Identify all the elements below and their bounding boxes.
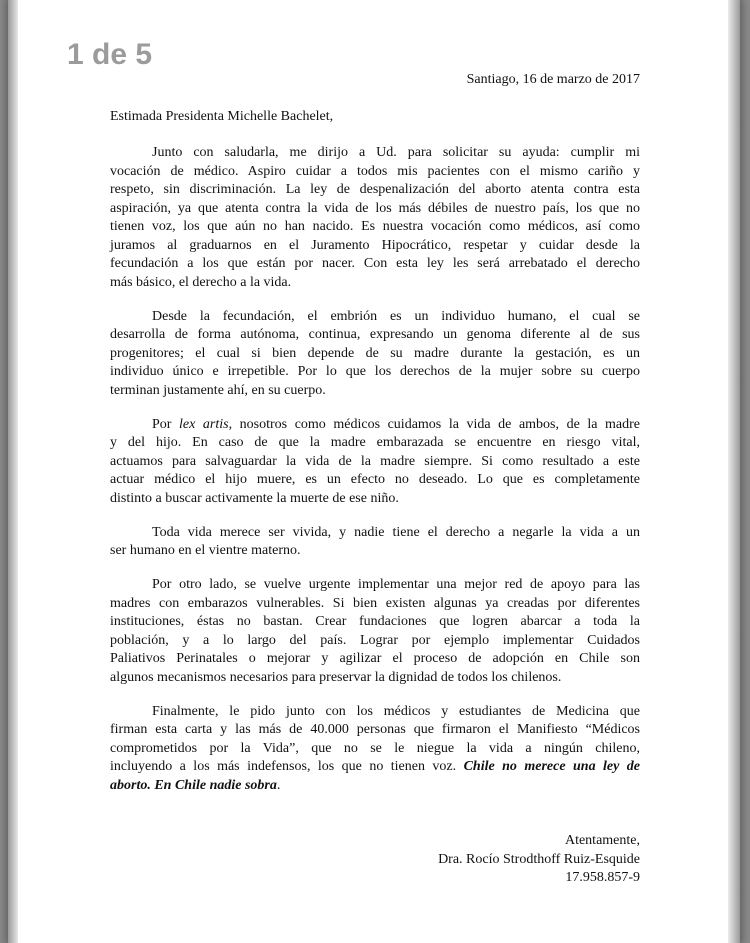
emphasized-text: Chile no merece una ley de [463,759,640,774]
text-line [110,416,640,435]
text-segment: incluyendo a los más indefensos, los que no tienen voz. [110,759,464,774]
text-segment: individuo único e irrepetible. Por lo que los derechos de la mujer sobre su cuerpo [110,364,640,379]
signer-id: 17.958.857-9 [565,870,640,885]
signature-block [438,832,640,888]
text-segment: progenitores; el cual si bien depende de su madre durante la gestación, es un [110,345,640,361]
letter-date: Santiago, 16 de marzo de 2017 [466,72,640,87]
paragraph [110,576,640,687]
text-line [110,163,640,182]
text-line [110,524,640,543]
text-segment: población, y a lo largo del país. Lograr por ejemplo implementar Cuidados [110,632,640,648]
text-segment: Toda vida merece ser vivida, y nadie tiene el derecho a negarle la vida a un [152,524,640,540]
text-line [110,650,640,669]
text-segment: más básico, el derecho a la vida. [110,274,292,290]
paragraph [110,703,640,796]
text-segment: Paliativos Perinatales o mejorar y agilizar el proceso de adopción en Chile son [110,651,640,666]
text-segment: actuamos para salvaguardar la vida de la madre siempre. Si como resultado a este [110,453,640,469]
paragraph [110,524,640,561]
text-line [110,144,640,163]
text-segment: comprometidos por la Vida”, que no se le niegue la vida a ningún chileno, [110,740,640,756]
text-segment: juramos al graduarnos en el Juramento Hipocrático, respetar y cuidar desde la [110,237,640,253]
text-line [110,274,640,293]
text-line [110,595,640,614]
text-segment: aspiración, ya que atenta contra la vida de los más débiles de nuestro país, los que no [110,200,640,216]
text-segment: madres con embarazos vulnerables. Si bien existen algunas ya creadas por diferentes [110,595,640,611]
text-segment: terminan justamente ahí, en su cuerpo. [110,382,326,398]
text-segment: actuar médico el hijo muere, es un efecto no deseado. Lo que es completamente [110,472,640,487]
text-segment: ser humano en el vientre materno. [110,543,301,558]
paragraph [110,144,640,292]
paragraph [110,308,640,401]
text-line [110,740,640,759]
text-segment: tienen voz, los que aún no han nacido. Es nuestra vocación como médicos, así como [110,219,640,234]
text-segment: Por otro lado, se vuelve urgente implementar una mejor red de apoyo para las [152,577,640,592]
text-line [110,308,640,327]
letter-body [110,144,640,811]
text-line [110,613,640,632]
text-line [110,382,640,401]
text-segment: firman esta carta y las más de 40.000 personas que firmaron el Manifiesto “Médicos [110,722,640,737]
text-line [110,345,640,364]
text-segment: Junto con saludarla, me dirijo a Ud. para solicitar su ayuda: cumplir mi [152,145,640,160]
text-line [110,181,640,200]
text-line [110,453,640,472]
text-line [110,434,640,453]
text-line [110,218,640,237]
text-line [110,326,640,345]
text-line [110,200,640,219]
text-segment: , nosotros como médicos cuidamos la vida de ambos, de la madre [228,416,641,432]
page-counter: 1 de 5 [67,38,153,71]
text-segment: desarrolla de forma autónoma, continua, expresando un genoma diferente al de sus [110,327,640,342]
text-line [110,777,640,796]
text-segment: . [276,777,281,793]
text-segment: respeto, sin discriminación. La ley de despenalización del aborto atenta contra esta [110,182,640,197]
text-line [110,542,640,561]
text-segment: fecundación a los que están por nacer. Con esta ley les será arrebatado el derecho [110,256,640,271]
text-segment: vocación de médico. Aspiro cuidar a todos mis pacientes con el mismo cariño y [110,163,640,179]
text-segment: distinto a buscar activamente la muerte de ese niño. [110,490,399,506]
text-line [110,758,640,777]
text-segment: algunos mecanismos necesarios para preservar la dignidad de todos los chilenos. [110,669,562,685]
text-segment: instituciones, éstas no bastan. Crear fundaciones que logren abarcar a toda la [110,614,640,629]
page-edge-right [728,0,740,943]
page-edge-left [8,0,18,943]
text-segment: Desde la fecundación, el embrión es un individuo humano, el cual se [152,308,640,324]
text-line [110,669,640,688]
text-line [110,237,640,256]
emphasized-text: aborto. En Chile nadie sobra [110,777,277,793]
text-line [110,703,640,722]
text-segment: Por [152,416,180,432]
text-line [110,363,640,382]
paragraph [110,416,640,509]
text-segment: Finalmente, le pido junto con los médicos y estudiantes de Medicina que [152,703,640,719]
text-line [110,576,640,595]
text-line [110,721,640,740]
text-segment: y del hijo. En caso de que la madre embarazada se encuentre en riesgo vital, [110,435,640,450]
emphasized-text: lex artis [179,416,229,432]
salutation: Estimada Presidenta Michelle Bachelet, [110,109,334,124]
text-line [110,471,640,490]
signer-name: Dra. Rocío Strodthoff Ruiz-Esquide [438,851,640,867]
text-line [110,632,640,651]
valediction: Atentamente, [564,833,640,848]
text-line [110,490,640,509]
text-line [110,255,640,274]
